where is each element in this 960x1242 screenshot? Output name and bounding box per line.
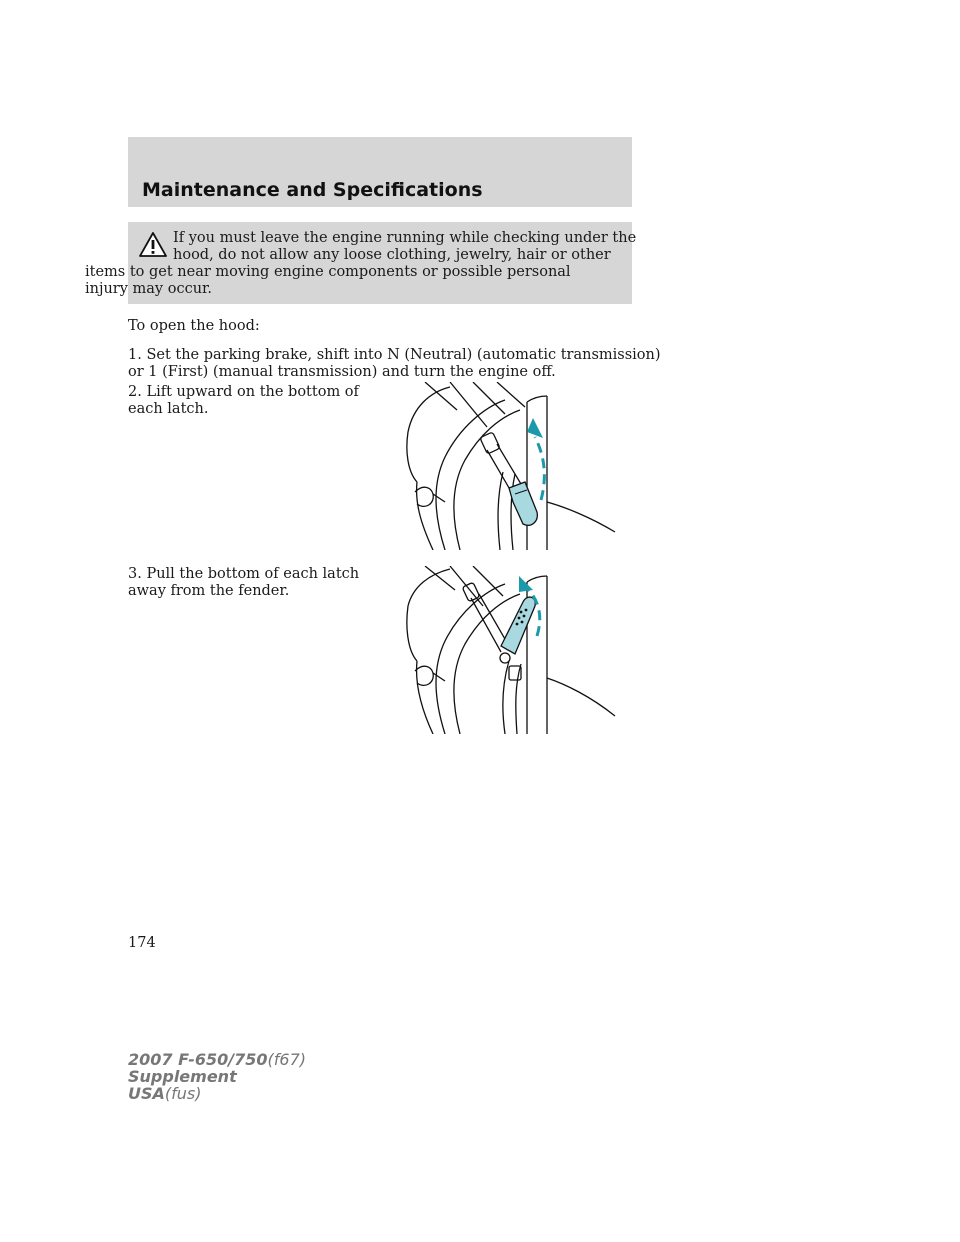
step-1-line: 1. Set the parking brake, shift into N (Neutral) (automatic transmission) [128,347,661,363]
step-2 [128,384,359,418]
footer-model: 2007 F-650/750 [128,1050,268,1069]
footer-line-3 [128,1085,306,1102]
warning-line: If you must leave the engine running while checking under the [173,230,637,246]
step-3 [128,566,359,600]
warning-line: injury may occur. [85,281,212,297]
step-3-line: 3. Pull the bottom of each latch [128,566,360,582]
hood-latch-pull-illustration [405,566,620,734]
footer-market: USA [128,1084,165,1103]
footer-supplement: Supplement [128,1067,237,1086]
footer-market-code: (fus) [164,1084,202,1103]
step-1 [128,347,661,381]
warning-box [85,222,637,304]
step-2-line: 2. Lift upward on the bottom of [128,384,359,400]
section-header [128,137,632,207]
footer [128,1051,306,1102]
page-number: 174 [128,935,156,951]
footer-line-1 [128,1051,306,1068]
intro-text: To open the hood: [128,318,260,334]
step-3-line: away from the fender. [128,583,290,599]
section-title: Maintenance and Specifications [142,179,483,201]
warning-line: hood, do not allow any loose clothing, jewelry, hair or other [173,247,611,263]
warning-line: items to get near moving engine components or possible personal [85,264,571,280]
footer-model-code: (f67) [267,1050,306,1069]
hood-latch-lift-illustration [405,382,620,550]
warning-text [85,230,637,298]
step-2-line: each latch. [128,401,209,417]
step-1-line: or 1 (First) (manual transmission) and turn the engine off. [128,364,556,380]
